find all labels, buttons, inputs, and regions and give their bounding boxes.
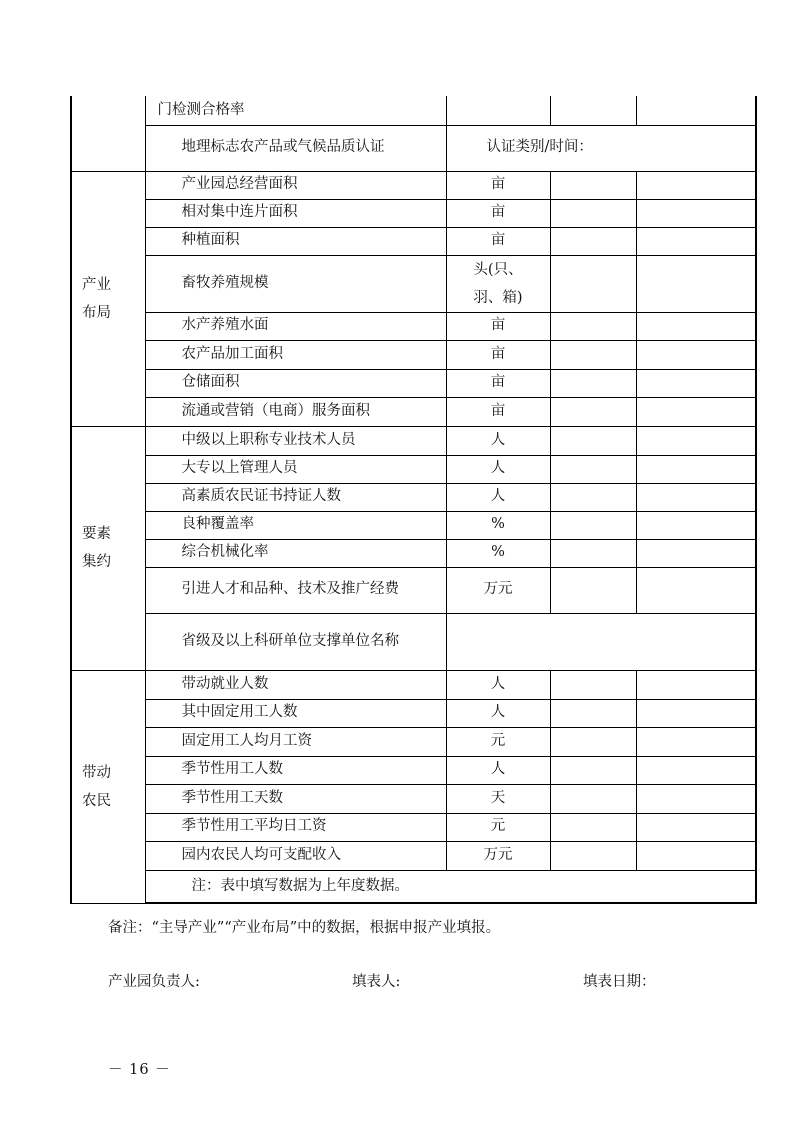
table-row — [71, 96, 756, 125]
row-label: 园内农民人均可支配收入 — [145, 841, 446, 870]
row-label: 相对集中连片面积 — [145, 199, 446, 227]
filler-signature-label: 填表人: — [352, 974, 401, 990]
unit-cell: % — [446, 539, 550, 567]
value-cell[interactable] — [636, 784, 756, 813]
value-cell[interactable] — [636, 171, 756, 199]
value-cell[interactable] — [636, 369, 756, 397]
value-cell[interactable] — [550, 841, 636, 870]
table-row — [71, 756, 756, 784]
value-cell[interactable] — [446, 96, 550, 125]
value-cell[interactable] — [636, 312, 756, 340]
unit-cell: 天 — [446, 784, 550, 813]
value-cell[interactable] — [636, 426, 756, 455]
value-cell[interactable] — [550, 426, 636, 455]
row-label: 农产品加工面积 — [145, 340, 446, 369]
value-cell[interactable] — [550, 340, 636, 369]
unit-cell: 亩 — [446, 369, 550, 397]
unit-cell: 亩 — [446, 340, 550, 369]
value-cell[interactable] — [550, 756, 636, 784]
table-row — [71, 813, 756, 841]
row-label: 省级及以上科研单位支撑单位名称 — [145, 613, 446, 670]
table-row — [71, 255, 756, 312]
value-cell[interactable] — [636, 699, 756, 727]
value-cell[interactable] — [550, 727, 636, 756]
unit-cell: 人 — [446, 699, 550, 727]
unit-cell: 万元 — [446, 841, 550, 870]
unit-cell: 人 — [446, 426, 550, 455]
value-cell[interactable] — [636, 199, 756, 227]
row-label: 季节性用工天数 — [145, 784, 446, 813]
value-cell[interactable] — [550, 455, 636, 483]
value-cell[interactable] — [636, 483, 756, 511]
unit-cell: 亩 — [446, 199, 550, 227]
unit-cell: 元 — [446, 813, 550, 841]
table-row — [71, 227, 756, 255]
value-cell[interactable] — [550, 397, 636, 426]
unit-cell: 人 — [446, 455, 550, 483]
table-row — [71, 699, 756, 727]
row-label: 季节性用工平均日工资 — [145, 813, 446, 841]
value-cell[interactable] — [550, 813, 636, 841]
value-cell[interactable] — [636, 255, 756, 312]
unit-cell: 亩 — [446, 312, 550, 340]
table-row — [71, 511, 756, 539]
table-row — [71, 613, 756, 670]
table-row — [71, 397, 756, 426]
row-label: 中级以上职称专业技术人员 — [145, 426, 446, 455]
value-cell[interactable] — [550, 255, 636, 312]
row-label: 流通或营销（电商）服务面积 — [145, 397, 446, 426]
table-note: 注：表中填写数据为上年度数据。 — [145, 870, 756, 903]
unit-cell: 亩 — [446, 397, 550, 426]
value-cell[interactable] — [550, 369, 636, 397]
value-cell[interactable] — [550, 199, 636, 227]
row-label: 产业园总经营面积 — [145, 171, 446, 199]
value-cell[interactable] — [636, 539, 756, 567]
row-label: 大专以上管理人员 — [145, 455, 446, 483]
row-label: 门检测合格率 — [145, 96, 446, 125]
row-label: 良种覆盖率 — [145, 511, 446, 539]
table-row — [71, 727, 756, 756]
value-cell[interactable] — [550, 96, 636, 125]
value-cell[interactable] — [636, 567, 756, 613]
value-cell[interactable] — [550, 539, 636, 567]
table-row — [71, 312, 756, 340]
value-cell[interactable] — [550, 699, 636, 727]
value-cell[interactable] — [550, 670, 636, 699]
value-cell[interactable] — [550, 567, 636, 613]
row-label: 仓储面积 — [145, 369, 446, 397]
value-cell[interactable] — [636, 397, 756, 426]
table-row — [71, 426, 756, 455]
value-cell[interactable] — [550, 483, 636, 511]
date-signature-label: 填表日期： — [583, 974, 656, 990]
category-label: 带动 农民 — [71, 670, 145, 903]
table-row — [71, 125, 756, 171]
table-row — [71, 539, 756, 567]
value-cell[interactable] — [550, 312, 636, 340]
row-label: 固定用工人均月工资 — [145, 727, 446, 756]
table-row — [71, 670, 756, 699]
row-label: 种植面积 — [145, 227, 446, 255]
row-label: 水产养殖水面 — [145, 312, 446, 340]
park-data-table — [70, 96, 757, 904]
row-label: 引进人才和品种、技术及推广经费 — [145, 567, 446, 613]
row-label: 高素质农民证书持证人数 — [145, 483, 446, 511]
value-cell[interactable] — [550, 227, 636, 255]
row-label: 综合机械化率 — [145, 539, 446, 567]
unit-cell: 亩 — [446, 227, 550, 255]
unit-cell: 元 — [446, 727, 550, 756]
row-label: 季节性用工人数 — [145, 756, 446, 784]
research-unit-name-cell[interactable] — [446, 613, 756, 670]
category-cell-continued — [71, 96, 145, 171]
leader-signature-label: 产业园负责人: — [108, 974, 200, 990]
unit-cell: 头(只、 羽、箱) — [446, 255, 550, 312]
unit-cell: 亩 — [446, 171, 550, 199]
table-row — [71, 171, 756, 199]
page-number: － 16 － — [108, 1062, 171, 1078]
value-cell[interactable] — [636, 727, 756, 756]
row-label: 其中固定用工人数 — [145, 699, 446, 727]
value-cell[interactable] — [636, 455, 756, 483]
table-row — [71, 870, 756, 903]
category-label: 要素 集约 — [71, 426, 145, 670]
remark-text: 备注：“主导产业”“产业布局”中的数据，根据申报产业填报。 — [108, 920, 501, 936]
table-row — [71, 199, 756, 227]
value-cell[interactable] — [636, 756, 756, 784]
table-row — [71, 340, 756, 369]
value-cell[interactable] — [636, 841, 756, 870]
table-row — [71, 455, 756, 483]
unit-cell: 人 — [446, 483, 550, 511]
unit-cell: 人 — [446, 756, 550, 784]
unit-cell: 人 — [446, 670, 550, 699]
table-row — [71, 841, 756, 870]
unit-cell: 万元 — [446, 567, 550, 613]
value-cell[interactable] — [636, 340, 756, 369]
value-cell[interactable] — [636, 670, 756, 699]
table-row — [71, 483, 756, 511]
value-cell[interactable] — [636, 227, 756, 255]
table-row — [71, 369, 756, 397]
value-cell[interactable] — [636, 96, 756, 125]
row-label: 地理标志农产品或气候品质认证 — [145, 125, 446, 171]
value-cell[interactable] — [636, 511, 756, 539]
value-cell[interactable] — [550, 784, 636, 813]
row-label: 带动就业人数 — [145, 670, 446, 699]
table-row — [71, 784, 756, 813]
unit-cell: % — [446, 511, 550, 539]
certification-cell[interactable]: 认证类别/时间： — [446, 125, 756, 171]
row-label: 畜牧养殖规模 — [145, 255, 446, 312]
value-cell[interactable] — [550, 171, 636, 199]
category-label: 产业 布局 — [71, 171, 145, 426]
table-row — [71, 567, 756, 613]
value-cell[interactable] — [636, 813, 756, 841]
value-cell[interactable] — [550, 511, 636, 539]
